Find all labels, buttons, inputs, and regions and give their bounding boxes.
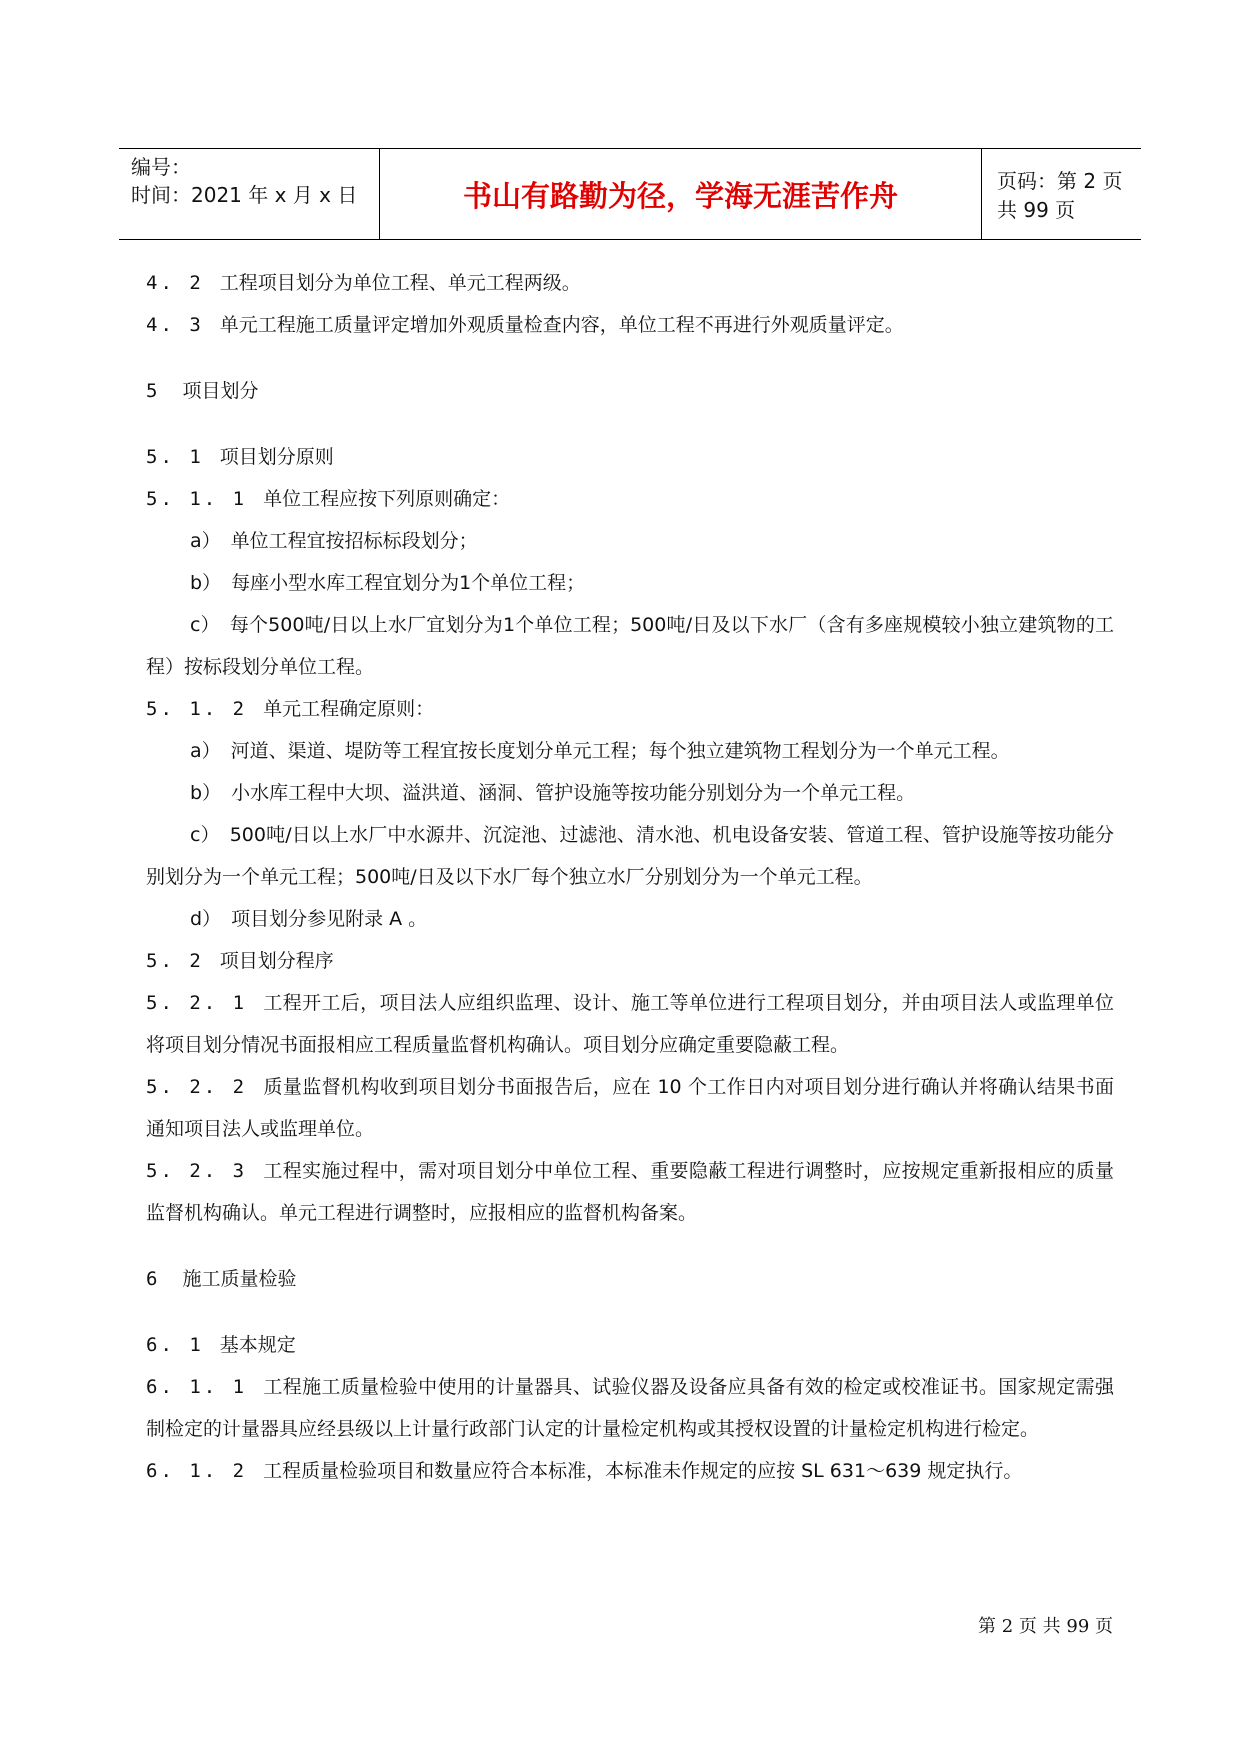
header-time: 时间：2021 年 x 月 x 日 — [131, 183, 358, 207]
clause-5-1-2: 5. 1. 2 单元工程确定原则： — [146, 698, 435, 720]
header-meta — [131, 153, 376, 209]
clause-5-2-1: 5. 2. 1 工程开工后，项目法人应组织监理、设计、施工等单位进行工程项目划分，并由项目法人或监理单位将项目划分情况书面报相应工程质量监督机构确认。项目划分应确定重要隐蔽工程。 — [146, 992, 1114, 1056]
page-header — [119, 148, 1141, 240]
list-item: c） 每个500吨/日以上水厂宜划分为1个单位工程；500吨/日及以下水厂（含有多座规模较小独立建筑物的工程）按标段划分单位工程。 — [146, 614, 1114, 678]
header-divider — [981, 149, 982, 239]
list-item: d） 项目划分参见附录 A 。 — [190, 908, 428, 930]
clause-5-2-2: 5. 2. 2 质量监督机构收到项目划分书面报告后，应在 10 个工作日内对项目划分进行确认并将确认结果书面通知项目法人或监理单位。 — [146, 1076, 1114, 1140]
list-item: a） 河道、渠道、堤防等工程宜按长度划分单元工程；每个独立建筑物工程划分为一个单元工程。 — [190, 740, 1010, 762]
clause-4-3: 4. 3 单元工程施工质量评定增加外观质量检查内容，单位工程不再进行外观质量评定。 — [146, 314, 904, 336]
section-heading-5-2: 5. 2 项目划分程序 — [146, 950, 334, 972]
document-body — [146, 262, 1114, 1492]
header-motto: 书山有路勤为径，学海无涯苦作舟 — [462, 178, 898, 213]
list-item: c） 500吨/日以上水厂中水源井、沉淀池、过滤池、清水池、机电设备安装、管道工程、管护设施等按功能分别划分为一个单元工程；500吨/日及以下水厂每个独立水厂分别划分为一个单元工程。 — [146, 824, 1114, 888]
page-footer: 第 2 页 共 99 页 — [978, 1616, 1113, 1637]
section-heading-5-1: 5. 1 项目划分原则 — [146, 446, 334, 468]
clause-5-1-1: 5. 1. 1 单位工程应按下列原则确定： — [146, 488, 511, 510]
section-heading-5: 5 项目划分 — [146, 380, 259, 402]
list-item: b） 每座小型水库工程宜划分为1个单位工程； — [190, 572, 586, 594]
header-number: 编号： — [131, 155, 191, 179]
clause-5-2-3: 5. 2. 3 工程实施过程中，需对项目划分中单位工程、重要隐蔽工程进行调整时，应按规定重新报相应的质量监督机构确认。单元工程进行调整时，应报相应的监督机构备案。 — [146, 1160, 1114, 1224]
list-item: a） 单位工程宜按招标标段划分； — [190, 530, 478, 552]
list-item: b） 小水库工程中大坝、溢洪道、涵洞、管护设施等按功能分别划分为一个单元工程。 — [190, 782, 916, 804]
section-heading-6: 6 施工质量检验 — [146, 1268, 297, 1290]
clause-6-1-2: 6. 1. 2 工程质量检验项目和数量应符合本标准，本标准未作规定的应按 SL 631～639 规定执行。 — [146, 1460, 1023, 1482]
section-heading-6-1: 6. 1 基本规定 — [146, 1334, 296, 1356]
header-page-number: 页码：第 2 页 共 99 页 — [997, 169, 1123, 222]
clause-4-2: 4. 2 工程项目划分为单位工程、单元工程两级。 — [146, 272, 581, 294]
clause-6-1-1: 6. 1. 1 工程施工质量检验中使用的计量器具、试验仪器及设备应具备有效的检定或校准证书。国家规定需强制检定的计量器具应经县级以上计量行政部门认定的计量检定机构或其授权设置的计量检定机构进行检定。 — [146, 1376, 1114, 1440]
